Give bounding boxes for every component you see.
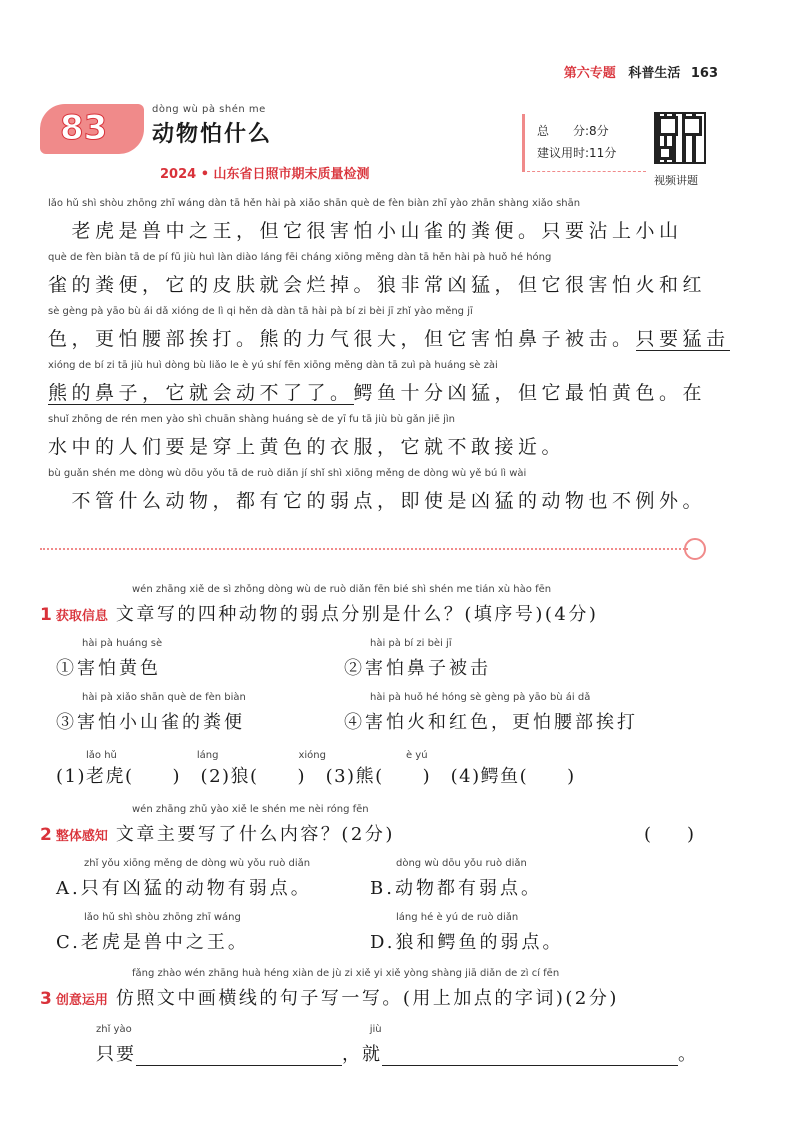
zhiyao-pinyin: zhǐ yào	[96, 1024, 132, 1035]
section-divider	[40, 548, 688, 550]
passage-line	[48, 306, 730, 360]
blanks-pinyin: lǎo hǔ láng xióng è yú	[86, 750, 428, 761]
passage-pinyin: què de fèn biàn tā de pí fū jiù huì làn diào láng fēi cháng xiōng měng dàn tā hěn hài pà huǒ hé hóng	[48, 252, 552, 263]
q2-option-b[interactable]	[370, 858, 542, 900]
option-text: B.动物都有弱点。	[370, 878, 542, 899]
lesson-title-pinyin: dòng wù pà shén me	[152, 104, 266, 115]
lesson-number: 83	[60, 108, 108, 148]
q3-answer-pinyin	[96, 1024, 698, 1037]
q2-number: 2	[40, 825, 52, 845]
blanks-text[interactable]: (1)老虎( ) (2)狼( ) (3)熊( ) (4)鳄鱼( )	[56, 766, 576, 787]
q2-answer-paren[interactable]: ( )	[644, 824, 695, 845]
passage-text: 老虎是兽中之王，但它很害怕小山雀的粪便。只要沾上小山	[48, 220, 683, 242]
topic-label: 第六专题	[563, 66, 616, 81]
option-pinyin: hài pà xiǎo shān què de fèn biàn	[82, 692, 246, 703]
passage	[48, 198, 730, 522]
lesson-title: 动物怕什么	[152, 122, 273, 147]
flower-icon	[684, 538, 706, 560]
exam-source: 2024 • 山东省日照市期末质量检测	[160, 167, 370, 182]
q3-answer-line	[96, 1024, 698, 1066]
passage-pinyin: xióng de bí zi tā jiù huì dòng bù liǎo le è yú shí fēn xiōng měng dàn tā zuì pà huáng sè zài	[48, 360, 498, 371]
option-pinyin: hài pà huáng sè	[82, 638, 163, 649]
lesson-title-block	[152, 104, 272, 148]
qr-caption: 视频讲题	[654, 174, 698, 187]
passage-line	[48, 414, 712, 468]
q2-option-c[interactable]	[56, 912, 249, 954]
q1-option	[344, 692, 638, 734]
passage-line	[48, 252, 712, 306]
option-text: D.狼和鳄鱼的弱点。	[370, 932, 564, 953]
passage-text	[48, 324, 730, 351]
q2-label: 整体感知	[55, 829, 108, 844]
page-number: 163	[690, 66, 718, 81]
question-1	[40, 584, 598, 626]
passage-line	[48, 468, 712, 522]
answer-blank-1[interactable]	[136, 1048, 342, 1066]
option-pinyin: hài pà huǒ hé hóng sè gèng pà yāo bù ái dǎ	[370, 692, 591, 703]
zhiyao-text: 只要	[96, 1044, 136, 1065]
answer-blank-2[interactable]	[382, 1048, 678, 1066]
q1-pinyin: wén zhāng xiě de sì zhǒng dòng wù de ruò diǎn fēn bié shì shén me tián xù hào fēn	[132, 584, 552, 595]
option-text: ①害怕黄色	[56, 658, 161, 679]
q1-text: 文章写的四种动物的弱点分别是什么？(填序号)(4分)	[115, 604, 599, 625]
passage-line	[48, 360, 712, 414]
q1-number: 1	[40, 605, 52, 625]
q1-label: 获取信息	[55, 609, 108, 624]
q3-label: 创意运用	[55, 993, 108, 1008]
jiu-pinyin: jiù	[369, 1024, 382, 1035]
question-2	[40, 804, 395, 846]
total-score: 总 分:8分	[537, 124, 609, 138]
subject-label: 科普生活	[628, 66, 681, 81]
passage-pinyin: bù guǎn shén me dòng wù dōu yǒu tā de ruò diǎn jí shǐ shì xiōng měng de dòng wù yě bú lì wài	[48, 468, 527, 479]
passage-text	[48, 378, 712, 405]
q1-option	[56, 638, 162, 680]
option-pinyin: zhǐ yǒu xiōng měng de dòng wù yǒu ruò diǎn	[84, 858, 311, 869]
option-text: ④害怕火和红色，更怕腰部挨打	[344, 712, 638, 733]
q2-text: 文章主要写了什么内容？(2分)	[115, 824, 395, 845]
passage-pinyin: lǎo hǔ shì shòu zhōng zhī wáng dàn tā hěn hài pà xiǎo shān què de fèn biàn zhī yào zhān shàng xiǎo shān	[48, 198, 581, 209]
option-pinyin: dòng wù dōu yǒu ruò diǎn	[396, 858, 527, 869]
q2-option-d[interactable]	[370, 912, 564, 954]
passage-text: 不管什么动物，都有它的弱点，即使是凶猛的动物也不例外。	[48, 490, 707, 512]
lesson-badge	[40, 104, 144, 154]
end-period: 。	[678, 1044, 698, 1065]
option-text: A.只有凶猛的动物有弱点。	[56, 878, 312, 899]
underlined-sentence-end: 熊的鼻子，它就会动不了了。	[48, 382, 354, 404]
option-text: C.老虎是兽中之王。	[56, 932, 249, 953]
question-3	[40, 968, 619, 1010]
passage-text-plain: 鳄鱼十分凶猛，但它最怕黄色。在	[353, 382, 707, 404]
q1-blanks[interactable]	[56, 746, 576, 788]
q1-option	[344, 638, 491, 680]
score-box	[522, 114, 646, 172]
option-pinyin: hài pà bí zi bèi jī	[370, 638, 452, 649]
option-text: ③害怕小山雀的粪便	[56, 712, 245, 733]
option-pinyin: lǎo hǔ shì shòu zhōng zhī wáng	[84, 912, 241, 923]
passage-text-plain: 色，更怕腰部挨打。熊的力气很大，但它害怕鼻子被击。	[48, 328, 636, 350]
qr-code-icon[interactable]	[654, 112, 706, 164]
option-pinyin: láng hé è yú de ruò diǎn	[396, 912, 519, 923]
passage-line	[48, 198, 712, 252]
page-header	[564, 62, 718, 81]
passage-text: 水中的人们要是穿上黄色的衣服，它就不敢接近。	[48, 436, 566, 458]
suggested-time: 建议用时:11分	[537, 146, 617, 160]
option-text: ②害怕鼻子被击	[344, 658, 491, 679]
passage-pinyin: shuǐ zhōng de rén men yào shì chuān shàng huáng sè de yī fu tā jiù bù gǎn jiē jìn	[48, 414, 456, 425]
q3-pinyin: fǎng zhào wén zhāng huà héng xiàn de jù zi xiě yi xiě yòng shàng jiā diǎn de zì cí fēn	[132, 968, 560, 979]
passage-pinyin: sè gèng pà yāo bù ái dǎ xióng de lì qi hěn dà dàn tā hài pà bí zi bèi jī zhǐ yào měng jī	[48, 306, 473, 317]
q3-text: 仿照文中画横线的句子写一写。(用上加点的字词)(2分)	[115, 988, 619, 1009]
underlined-sentence-start: 只要猛击	[635, 328, 730, 350]
jiu-text: ，就	[342, 1044, 382, 1065]
passage-text: 雀的粪便，它的皮肤就会烂掉。狼非常凶猛，但它很害怕火和红	[48, 274, 707, 296]
q1-option	[56, 692, 246, 734]
q2-option-a[interactable]	[56, 858, 312, 900]
q3-number: 3	[40, 989, 52, 1009]
q2-pinyin: wén zhāng zhǔ yào xiě le shén me nèi róng fēn	[132, 804, 369, 815]
